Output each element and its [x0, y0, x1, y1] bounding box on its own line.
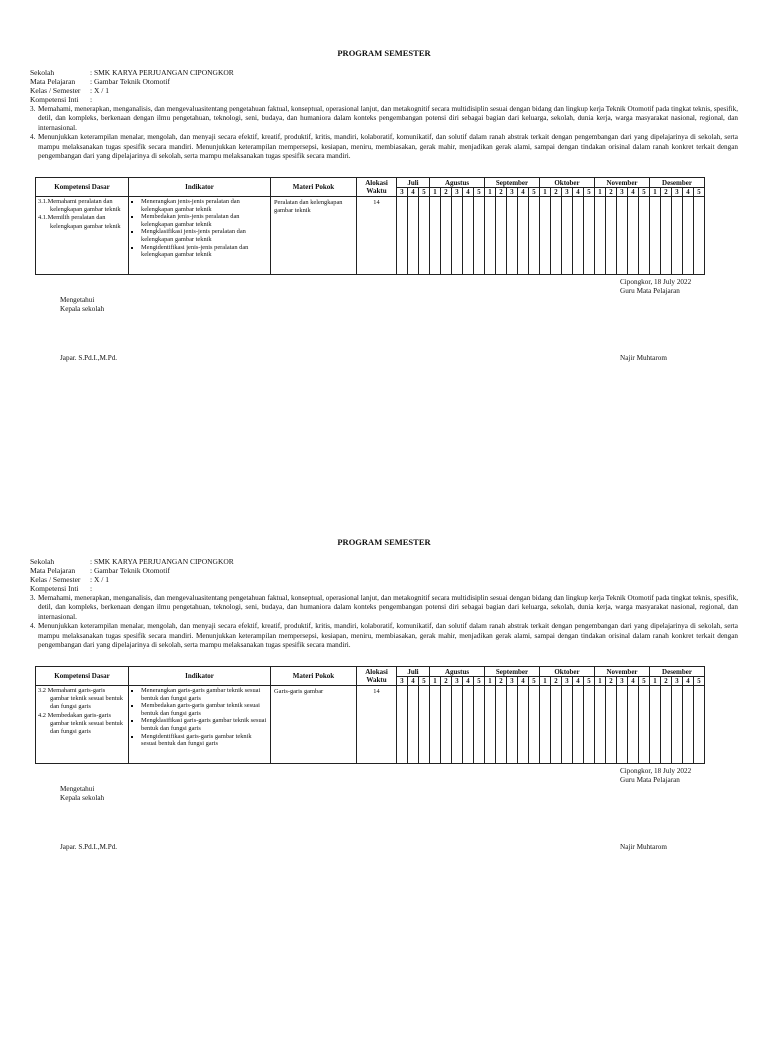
week-header: 2 — [441, 188, 452, 197]
alokasi-cell: 14 — [357, 197, 397, 275]
week-header: 4 — [628, 677, 639, 686]
alokasi-cell: 14 — [357, 686, 397, 764]
week-cell — [419, 197, 430, 275]
week-cell — [606, 197, 617, 275]
indikator-list — [131, 687, 268, 748]
identity-fields — [30, 68, 234, 104]
program-semester-page — [0, 48, 768, 548]
week-cell — [474, 197, 485, 275]
week-cell — [441, 686, 452, 764]
week-header: 5 — [474, 677, 485, 686]
ki-item — [30, 622, 738, 650]
week-header: 3 — [507, 677, 518, 686]
place-date: Cipongkor, 18 July 2022 — [620, 767, 692, 775]
kd-item: 3.2 Memahami garis-garis gambar teknik sesuai bentuk dan fungsi garis — [38, 687, 123, 711]
principal-block — [60, 785, 104, 803]
week-cell — [584, 686, 595, 764]
ki-item — [30, 133, 738, 161]
week-cell — [650, 197, 661, 275]
week-cell — [584, 197, 595, 275]
week-header: 5 — [474, 188, 485, 197]
week-cell — [672, 197, 683, 275]
ki-text: Memahami, menerapkan, menganalisis, dan mengevaluasitentang pengetahuan faktual, konseptual, operasional lanjut, dan metakognitif secara multidisiplin sesuai dengan bidang dan lingkup kerja Teknik Otomotif pada tingkat teknis, spesifik, detil, dan kompleks, berkenaan dengan ilmu pengetahuan, teknologi, seni, budaya, dan humaniora dalam konteks pengembangan potensi diri sebagai bagian dari keluarga, sekolah, dunia kerja, warga masyarakat nasional, regional, dan internasional. — [38, 594, 738, 621]
week-cell — [496, 686, 507, 764]
week-cell — [408, 686, 419, 764]
week-cell — [441, 197, 452, 275]
ki-item — [30, 105, 738, 133]
week-cell — [639, 686, 650, 764]
week-cell — [397, 686, 408, 764]
week-header: 4 — [683, 188, 694, 197]
week-cell — [463, 686, 474, 764]
week-cell — [694, 197, 705, 275]
kd-item: 4.1.Memilih peralatan dan kelengkapan gambar teknik — [38, 214, 121, 230]
week-header: 3 — [617, 677, 628, 686]
header-kd: Kompetensi Dasar — [36, 178, 129, 197]
week-cell — [683, 197, 694, 275]
week-cell — [606, 686, 617, 764]
week-header: 2 — [496, 677, 507, 686]
program-table — [35, 666, 705, 764]
header-materi: Materi Pokok — [271, 178, 357, 197]
field-value: : SMK KARYA PERJUANGAN CIPONGKOR — [90, 68, 234, 77]
week-header: 3 — [617, 188, 628, 197]
week-header: 3 — [452, 677, 463, 686]
field-label: Kelas / Semester — [30, 575, 81, 584]
week-header: 1 — [540, 188, 551, 197]
field-value: : Gambar Teknik Otomotif — [90, 566, 170, 575]
identity-row — [30, 95, 234, 104]
week-header: 2 — [551, 188, 562, 197]
week-cell — [397, 197, 408, 275]
field-label: Mata Pelajaran — [30, 77, 76, 86]
week-header: 1 — [485, 188, 496, 197]
identity-row — [30, 77, 234, 86]
week-cell — [507, 197, 518, 275]
teacher-role: Guru Mata Pelajaran — [620, 287, 680, 295]
week-header: 5 — [639, 677, 650, 686]
month-header: September — [485, 178, 540, 188]
week-header: 3 — [672, 677, 683, 686]
week-header: 2 — [441, 677, 452, 686]
week-header: 5 — [419, 188, 430, 197]
header-row-months — [36, 178, 705, 188]
ki-text: Memahami, menerapkan, menganalisis, dan mengevaluasitentang pengetahuan faktual, konseptual, operasional lanjut, dan metakognitif secara multidisiplin sesuai dengan bidang dan lingkup kerja Teknik Otomotif pada tingkat teknis, spesifik, detil, dan kompleks, berkenaan dengan ilmu pengetahuan, teknologi, seni, budaya, dan humaniora dalam konteks pengembangan potensi diri sebagai bagian dari keluarga, sekolah, dunia kerja, warga masyarakat nasional, regional, dan internasional. — [38, 105, 738, 132]
week-header: 2 — [606, 677, 617, 686]
week-header: 3 — [452, 188, 463, 197]
header-alokasi: Alokasi Waktu — [357, 178, 397, 197]
week-header: 4 — [683, 677, 694, 686]
week-header: 5 — [694, 188, 705, 197]
week-header: 4 — [573, 188, 584, 197]
indikator-item: ▪ Mengklasifikasi garis-garis gambar teknik sesuai bentuk dan fungsi garis — [141, 717, 268, 732]
kd-cell — [36, 686, 129, 764]
week-header: 2 — [661, 188, 672, 197]
week-header: 4 — [573, 677, 584, 686]
principal-name: Japar. S.Pd.I.,M.Pd. — [60, 354, 118, 362]
table-row — [36, 197, 705, 275]
materi-cell: Garis-garis gambar — [271, 686, 357, 764]
month-header: Agustus — [430, 667, 485, 677]
teacher-role: Guru Mata Pelajaran — [620, 776, 680, 784]
month-header: Oktober — [540, 178, 595, 188]
week-header: 1 — [650, 677, 661, 686]
month-header: Juli — [397, 667, 430, 677]
week-header: 5 — [529, 677, 540, 686]
header-kd: Kompetensi Dasar — [36, 667, 129, 686]
month-header: Desember — [650, 667, 705, 677]
week-cell — [474, 686, 485, 764]
week-header: 5 — [694, 677, 705, 686]
teacher-signature-block — [620, 278, 691, 296]
week-header: 1 — [595, 188, 606, 197]
week-cell — [518, 197, 529, 275]
week-cell — [485, 197, 496, 275]
week-cell — [683, 686, 694, 764]
indikator-item: ▪ Menerangkan jenis-jenis peralatan dan kelengkapan gambar teknik — [141, 198, 268, 213]
week-cell — [617, 686, 628, 764]
week-cell — [430, 197, 441, 275]
week-header: 2 — [661, 677, 672, 686]
week-header: 3 — [562, 188, 573, 197]
week-cell — [628, 197, 639, 275]
week-header: 4 — [518, 188, 529, 197]
header-indikator: Indikator — [129, 667, 271, 686]
week-cell — [562, 686, 573, 764]
week-cell — [650, 686, 661, 764]
week-cell — [628, 686, 639, 764]
acknowledge-label: Mengetahui — [60, 296, 95, 304]
month-header: Agustus — [430, 178, 485, 188]
identity-row — [30, 575, 234, 584]
week-cell — [551, 197, 562, 275]
week-cell — [408, 197, 419, 275]
week-header: 5 — [419, 677, 430, 686]
week-header: 1 — [430, 188, 441, 197]
teacher-name: Najir Muhtarom — [620, 354, 667, 362]
identity-row — [30, 86, 234, 95]
program-semester-page — [0, 537, 768, 1037]
field-value: : — [90, 95, 93, 104]
week-header: 4 — [408, 677, 419, 686]
field-value: : X / 1 — [90, 86, 109, 95]
week-cell — [661, 686, 672, 764]
week-cell — [452, 197, 463, 275]
week-cell — [518, 686, 529, 764]
week-header: 4 — [463, 677, 474, 686]
week-cell — [540, 197, 551, 275]
ki-text: Menunjukkan keterampilan menalar, mengolah, dan menyaji secara efektif, kreatif, produktif, kritis, mandiri, kolaboratif, komunikatif, dan solutif dalam ranah abstrak terkait dengan pengembangan dari yang dipelajarinya di sekolah, serta mampu melaksanakan tugas spesifik secara mandiri. Menunjukkan keterampilan mempersepsi, kesiapan, meniru, membiasakan, gerak mahir, menjadikan gerak alami, sampai dengan tindakan orisinal dalam ranah konkret terkait dengan pengembangan dari yang dipelajarinya di sekolah, serta mampu melaksanakan tugas spesifik secara mandiri. — [38, 133, 738, 161]
ki-number: 3. — [30, 594, 36, 602]
week-cell — [529, 197, 540, 275]
identity-fields — [30, 557, 234, 593]
header-alokasi: Alokasi Waktu — [357, 667, 397, 686]
month-header: September — [485, 667, 540, 677]
week-header: 4 — [463, 188, 474, 197]
week-header: 1 — [540, 677, 551, 686]
week-cell — [430, 686, 441, 764]
week-cell — [507, 686, 518, 764]
week-header: 3 — [507, 188, 518, 197]
week-cell — [694, 686, 705, 764]
program-table — [35, 177, 705, 275]
week-cell — [595, 686, 606, 764]
week-cell — [595, 197, 606, 275]
identity-row — [30, 566, 234, 575]
field-value: : X / 1 — [90, 575, 109, 584]
ki-number: 3. — [30, 105, 36, 113]
week-header: 1 — [485, 677, 496, 686]
field-label: Sekolah — [30, 557, 55, 566]
week-cell — [617, 197, 628, 275]
week-header: 2 — [606, 188, 617, 197]
principal-role: Kepala sekolah — [60, 305, 105, 313]
week-cell — [573, 686, 584, 764]
page-title: PROGRAM SEMESTER — [337, 537, 431, 547]
kd-cell — [36, 197, 129, 275]
header-row-months — [36, 667, 705, 677]
month-header: Desember — [650, 178, 705, 188]
week-header: 1 — [595, 677, 606, 686]
indikator-item: ▪ Mengidentifikasi garis-garis gambar teknik sesuai bentuk dan fungsi garis — [141, 733, 268, 748]
week-header: 2 — [496, 188, 507, 197]
teacher-name: Najir Muhtarom — [620, 843, 667, 851]
week-header: 5 — [584, 677, 595, 686]
kompetensi-inti-list — [30, 594, 738, 650]
week-header: 2 — [551, 677, 562, 686]
field-label: Kelas / Semester — [30, 86, 81, 95]
week-header: 3 — [397, 188, 408, 197]
week-header: 4 — [518, 677, 529, 686]
week-header: 1 — [650, 188, 661, 197]
week-cell — [562, 197, 573, 275]
week-cell — [672, 686, 683, 764]
week-cell — [463, 197, 474, 275]
header-indikator: Indikator — [129, 178, 271, 197]
week-cell — [485, 686, 496, 764]
week-cell — [540, 686, 551, 764]
month-header: November — [595, 178, 650, 188]
place-date: Cipongkor, 18 July 2022 — [620, 278, 692, 286]
week-cell — [452, 686, 463, 764]
week-cell — [573, 197, 584, 275]
acknowledge-label: Mengetahui — [60, 785, 95, 793]
indikator-list — [131, 198, 268, 259]
page-title: PROGRAM SEMESTER — [337, 48, 431, 58]
week-header: 5 — [639, 188, 650, 197]
field-label: Sekolah — [30, 68, 55, 77]
field-label: Kompetensi Inti — [30, 95, 79, 104]
identity-row — [30, 584, 234, 593]
week-header: 4 — [408, 188, 419, 197]
field-value: : — [90, 584, 93, 593]
indikator-item: ▪ Menerangkan garis-garis gambar teknik sesuai bentuk dan fungsi garis — [141, 687, 268, 702]
week-header: 1 — [430, 677, 441, 686]
principal-name: Japar. S.Pd.I.,M.Pd. — [60, 843, 118, 851]
field-value: : Gambar Teknik Otomotif — [90, 77, 170, 86]
week-header: 3 — [397, 677, 408, 686]
teacher-signature-block — [620, 767, 691, 785]
identity-row — [30, 68, 234, 77]
principal-role: Kepala sekolah — [60, 794, 105, 802]
month-header: Juli — [397, 178, 430, 188]
field-value: : SMK KARYA PERJUANGAN CIPONGKOR — [90, 557, 234, 566]
principal-block — [60, 296, 104, 314]
identity-row — [30, 557, 234, 566]
week-cell — [551, 686, 562, 764]
week-cell — [639, 197, 650, 275]
week-header: 4 — [628, 188, 639, 197]
ki-text: Menunjukkan keterampilan menalar, mengolah, dan menyaji secara efektif, kreatif, produktif, kritis, mandiri, kolaboratif, komunikatif, dan solutif dalam ranah abstrak terkait dengan pengembangan dari yang dipelajarinya di sekolah, serta mampu melaksanakan tugas spesifik secara mandiri. Menunjukkan keterampilan mempersepsi, kesiapan, meniru, membiasakan, gerak mahir, menjadikan gerak alami, sampai dengan tindakan orisinal dalam ranah konkret terkait dengan pengembangan dari yang dipelajarinya di sekolah, serta mampu melaksanakan tugas spesifik secara mandiri. — [38, 622, 738, 650]
week-cell — [529, 686, 540, 764]
indikator-item: ▪ Mengklasifikasi jenis-jenis peralatan dan kelengkapan gambar teknik — [141, 228, 268, 243]
field-label: Mata Pelajaran — [30, 566, 76, 575]
kd-item: 3.1.Memahami peralatan dan kelengkapan gambar teknik — [38, 198, 121, 214]
ki-number: 4. — [30, 622, 36, 631]
week-cell — [661, 197, 672, 275]
month-header: November — [595, 667, 650, 677]
field-label: Kompetensi Inti — [30, 584, 79, 593]
ki-number: 4. — [30, 133, 36, 142]
month-header: Oktober — [540, 667, 595, 677]
kompetensi-inti-list — [30, 105, 738, 161]
week-cell — [419, 686, 430, 764]
kd-item: 4.2 Membedakan garis-garis gambar teknik sesuai bentuk dan fungsi garis — [38, 711, 123, 736]
ki-item — [30, 594, 738, 622]
indikator-cell — [129, 686, 271, 764]
header-materi: Materi Pokok — [271, 667, 357, 686]
indikator-item: ▪ Membedakan jenis-jenis peralatan dan kelengkapan gambar teknik — [141, 213, 268, 228]
indikator-cell — [129, 197, 271, 275]
table-row — [36, 686, 705, 764]
week-header: 3 — [562, 677, 573, 686]
week-header: 5 — [584, 188, 595, 197]
week-cell — [496, 197, 507, 275]
materi-cell: Peralatan dan kelengkapan gambar teknik — [271, 197, 357, 275]
indikator-item: ▪ Mengidentifikasi jenis-jenis peralatan dan kelengkapan gambar teknik — [141, 244, 268, 259]
indikator-item: ▪ Membedakan garis-garis gambar teknik sesuai bentuk dan fungsi garis — [141, 702, 268, 717]
week-header: 5 — [529, 188, 540, 197]
week-header: 3 — [672, 188, 683, 197]
